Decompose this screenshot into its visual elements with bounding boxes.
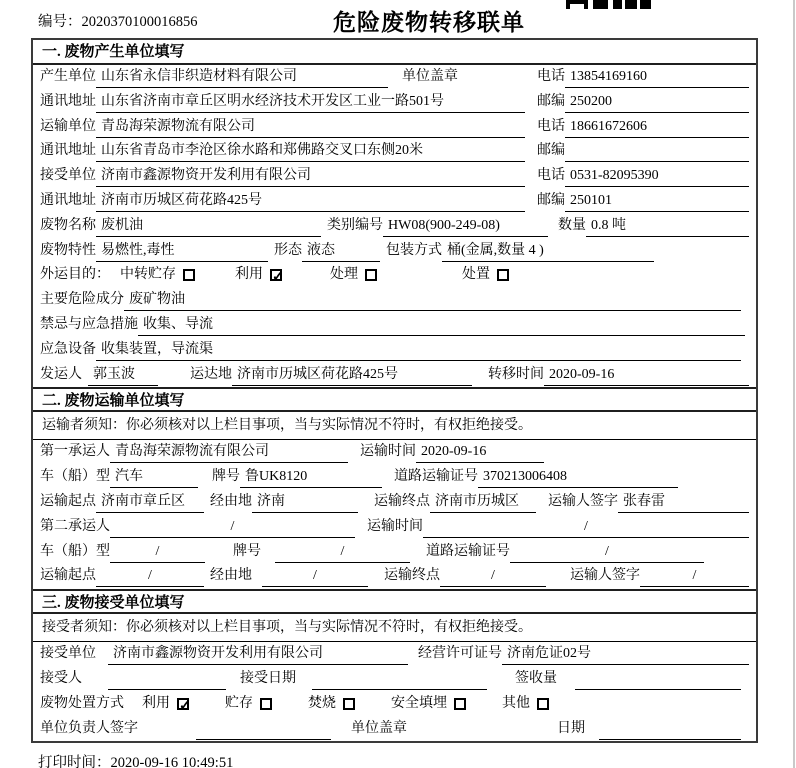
vehicle1-value: 汽车 (110, 466, 198, 488)
transporter-sign-label: 运输人签字 (548, 493, 618, 509)
road-permit-label: 道路运输证号 (394, 469, 478, 485)
sender-value: 郭玉波 (88, 364, 158, 386)
manifest-table (31, 38, 758, 743)
via1-value: 济南 (252, 491, 358, 513)
receive-unit-value: 济南市鑫源物资开发利用有限公司 (96, 165, 525, 187)
receiver-notice: 接受者须知：你必须核对以上栏目事项，当与实际情况不符时，有权拒绝接受。 (33, 614, 756, 642)
sender-label: 发运人 (40, 366, 82, 382)
quantity-label: 数量 (558, 217, 586, 233)
checkbox-utilize2 (177, 698, 189, 710)
hazard-value: 废矿物油 (124, 289, 741, 311)
road-permit-label: 道路运输证号 (426, 543, 510, 559)
option-label: 其他 (502, 695, 530, 711)
phone-label: 电话 (537, 118, 565, 134)
transport-time-label: 运输时间 (367, 518, 423, 534)
dispose-method-label: 废物处置方式 (40, 695, 124, 711)
receive-unit-label: 接受单位 (40, 646, 96, 662)
purpose-row (33, 263, 756, 288)
form-title: 危险废物转移联单 (333, 10, 525, 35)
receive-date-label: 接受日期 (240, 670, 296, 686)
taboo-label: 禁忌与应急措施 (40, 316, 138, 332)
packing-label: 包装方式 (386, 242, 442, 258)
checkbox-store (260, 698, 272, 710)
serial-line (38, 10, 198, 31)
serial-number: 2020370100016856 (81, 14, 198, 30)
head-sign-value (196, 718, 331, 740)
zip-label: 邮编 (537, 143, 565, 159)
cropped-stamp-fragment (566, 0, 651, 9)
route2-row (33, 564, 756, 589)
print-time-label: 打印时间： (38, 755, 111, 768)
license-label: 经营许可证号 (418, 646, 502, 662)
transporter-sign-label: 运输人签字 (570, 568, 640, 584)
produce-address-row (33, 90, 756, 115)
dispose-option-incinerate (308, 692, 355, 716)
vehicle-type-label: 车（船）型 (40, 469, 110, 485)
section2-header: 二. 废物运输单位填写 (33, 387, 756, 412)
receive-address-row (33, 189, 756, 214)
receive-date-value (312, 668, 487, 690)
head-sign-label: 单位负责人签字 (40, 720, 138, 736)
transporter-sign1-value: 张春雷 (618, 491, 749, 513)
address-label: 通讯地址 (40, 192, 96, 208)
equipment-label: 应急设备 (40, 341, 96, 357)
purpose-option-utilize (235, 263, 282, 287)
option-label: 安全填埋 (391, 695, 447, 711)
vehicle2-row (33, 540, 756, 565)
head-sign-row (33, 717, 756, 742)
category-label: 类别编号 (327, 217, 383, 233)
option-label: 中转贮存 (120, 267, 176, 283)
cropped-glyph-icon (566, 0, 588, 9)
option-label: 焚烧 (308, 695, 336, 711)
section1-header: 一. 废物产生单位填写 (33, 40, 756, 65)
plate-label: 牌号 (233, 543, 261, 559)
vehicle-type-label: 车（船）型 (40, 543, 110, 559)
sender-row (33, 363, 756, 388)
origin-label: 运输起点 (40, 568, 96, 584)
produce-phone-value: 13854169160 (565, 66, 749, 88)
via-label: 经由地 (210, 568, 252, 584)
phone-label: 电话 (537, 69, 565, 84)
checkbox-dispose (497, 269, 509, 281)
cropped-glyph-icon (613, 0, 651, 9)
taboo-row (33, 313, 756, 338)
dispose-option-other (502, 692, 549, 716)
cropped-glyph-icon (593, 0, 608, 9)
purpose-option-treat (330, 263, 377, 287)
transport-time-label: 运输时间 (360, 444, 416, 460)
transport-address-value: 山东省青岛市李沧区徐水路和郑佛路交叉口东侧20米 (96, 140, 525, 162)
transport-time2-value: / (423, 516, 749, 538)
hazard-row (33, 288, 756, 313)
date-label: 日期 (557, 720, 585, 736)
origin2-value: / (96, 565, 204, 587)
carrier2-label: 第二承运人 (40, 518, 110, 534)
packing-value: 桶(金属,数量 4 ) (442, 240, 654, 262)
vehicle1-row (33, 465, 756, 490)
waste-trait-value: 易燃性,毒性 (96, 240, 268, 262)
zip-label: 邮编 (537, 93, 565, 109)
carrier1-label: 第一承运人 (40, 444, 110, 460)
company-seal-label: 单位盖章 (402, 69, 458, 84)
receiver-value (108, 668, 226, 690)
transport-unit-value: 青岛海荣源物流有限公司 (96, 116, 525, 138)
phone-label: 电话 (537, 168, 565, 184)
road-permit1-value: 370213006408 (478, 466, 678, 488)
receive-unit-row (33, 164, 756, 189)
receive-unit-label: 接受单位 (40, 168, 96, 184)
equipment-value: 收集装置，导流渠 (96, 339, 741, 361)
page-edge-line (793, 0, 795, 768)
option-label: 处理 (330, 267, 358, 283)
address-label: 通讯地址 (40, 93, 96, 109)
receiver-row (33, 667, 756, 692)
transporter-sign2-value: / (640, 565, 749, 587)
waste-trait-label: 废物特性 (40, 242, 96, 258)
route1-row (33, 490, 756, 515)
quantity-value: 0.8 吨 (586, 215, 749, 237)
produce-zip-value: 250200 (565, 91, 749, 113)
license-value: 济南危证02号 (502, 643, 749, 665)
zip-label: 邮编 (537, 192, 565, 208)
option-label: 贮存 (225, 695, 253, 711)
destination-value: 济南市历城区荷花路425号 (232, 364, 472, 386)
checkbox-incinerate (343, 698, 355, 710)
print-time-line (38, 751, 233, 768)
carrier2-row (33, 515, 756, 540)
origin1-value: 济南市章丘区 (96, 491, 204, 513)
checkbox-other (537, 698, 549, 710)
transfer-time-value: 2020-09-16 (544, 364, 749, 386)
produce-unit-label: 产生单位 (40, 69, 96, 84)
option-label: 处置 (462, 267, 490, 283)
endpoint1-value: 济南市历城区 (430, 491, 536, 513)
carrier2-value: / (110, 516, 355, 538)
dispose-option-landfill (391, 692, 466, 716)
form-label: 形态 (274, 242, 302, 258)
purpose-option-transfer-storage (120, 263, 195, 287)
waste-name-row (33, 214, 756, 239)
checkbox-utilize (270, 269, 282, 281)
signed-amount-value (575, 668, 741, 690)
road-permit2-value: / (510, 541, 704, 563)
waste-trait-row (33, 239, 756, 264)
via-label: 经由地 (210, 493, 252, 509)
produce-unit-value: 山东省永信非织造材料有限公司 (96, 66, 388, 88)
produce-unit-row (33, 65, 756, 90)
produce-address-value: 山东省济南市章丘区明水经济技术开发区工业一路501号 (96, 91, 525, 113)
receive-unit2-value: 济南市鑫源物资开发利用有限公司 (108, 643, 408, 665)
endpoint-label: 运输终点 (384, 568, 440, 584)
vehicle2-value: / (110, 541, 205, 563)
dispose-option-utilize (142, 692, 189, 716)
dispose-method-row (33, 692, 756, 717)
signed-amount-label: 签收量 (515, 670, 557, 686)
waste-name-value: 废机油 (96, 215, 321, 237)
serial-label: 编号： (38, 14, 82, 30)
equipment-row (33, 338, 756, 363)
carrier1-row (33, 440, 756, 465)
purpose-option-dispose (462, 263, 509, 287)
plate2-value: / (275, 541, 410, 563)
company-seal-label: 单位盖章 (351, 720, 407, 736)
transfer-time-label: 转移时间 (488, 366, 544, 382)
transport-time1-value: 2020-09-16 (416, 441, 544, 463)
transport-zip-value (565, 140, 749, 162)
receive-address-value: 济南市历城区荷花路425号 (96, 190, 525, 212)
origin-label: 运输起点 (40, 493, 96, 509)
option-label: 利用 (142, 695, 170, 711)
dispose-option-store (225, 692, 272, 716)
endpoint-label: 运输终点 (374, 493, 430, 509)
checkbox-treat (365, 269, 377, 281)
print-time-value: 2020-09-16 10:49:51 (110, 755, 234, 768)
checkbox-landfill (454, 698, 466, 710)
via2-value: / (262, 565, 368, 587)
transport-address-row (33, 139, 756, 164)
purpose-label: 外运目的： (40, 267, 110, 283)
transport-unit-label: 运输单位 (40, 118, 96, 134)
waste-name-label: 废物名称 (40, 217, 96, 233)
transporter-notice: 运输者须知：你必须核对以上栏目事项，当与实际情况不符时，有权拒绝接受。 (33, 412, 756, 440)
taboo-value: 收集、导流 (138, 314, 745, 336)
carrier1-value: 青岛海荣源物流有限公司 (110, 441, 348, 463)
transport-phone-value: 18661672606 (565, 116, 749, 138)
destination-label: 运达地 (190, 366, 232, 382)
date-value (599, 718, 741, 740)
receive-unit2-row (33, 642, 756, 667)
transport-unit-row (33, 115, 756, 140)
category-value: HW08(900-249-08) (383, 215, 548, 237)
endpoint2-value: / (440, 565, 546, 587)
form-value: 液态 (302, 240, 380, 262)
plate-label: 牌号 (212, 469, 240, 485)
hazard-label: 主要危险成分 (40, 292, 124, 308)
option-label: 利用 (235, 267, 263, 283)
receiver-label: 接受人 (40, 670, 82, 686)
plate1-value: 鲁UK8120 (240, 466, 382, 488)
section3-header: 三. 废物接受单位填写 (33, 589, 756, 614)
receive-zip-value: 250101 (565, 190, 749, 212)
address-label: 通讯地址 (40, 143, 96, 159)
checkbox-transfer-storage (183, 269, 195, 281)
receive-phone-value: 0531-82095390 (565, 165, 749, 187)
